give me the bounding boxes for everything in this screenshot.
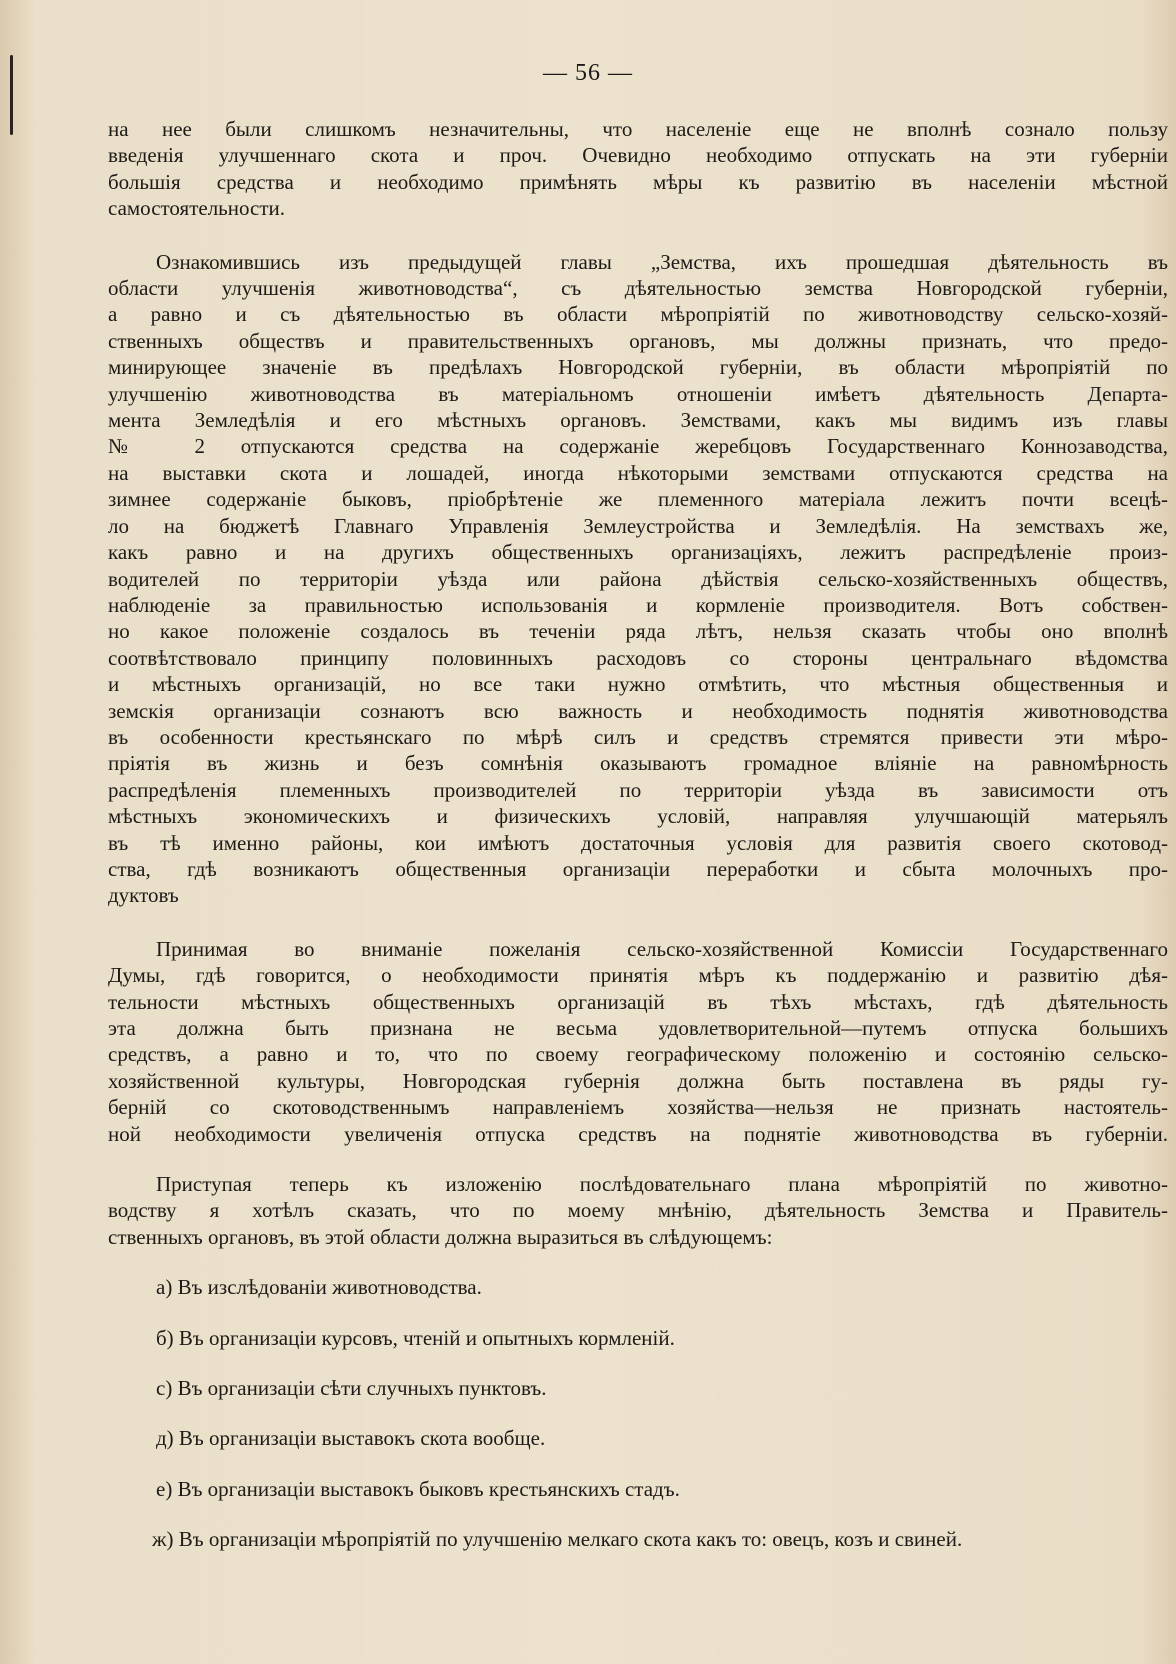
text-line: ственныхъ обществъ и правительственныхъ органовъ, мы должны признать, что предо- bbox=[108, 328, 1168, 353]
text-line: на нее были слишкомъ незначительны, что населеніе еще не вполнѣ сознало пользу bbox=[108, 117, 1168, 141]
text-line: Принимая во вниманіе пожеланія сельско-хозяйственной Комиссіи Государственнаго bbox=[156, 936, 1168, 961]
text-line: въ тѣ именно районы, кои имѣютъ достаточныя условія для развитія своего скотовод- bbox=[108, 830, 1168, 855]
document-body bbox=[108, 116, 1168, 1553]
text-line: пріятія въ жизнь и безъ сомнѣнія оказываютъ громадное вліяніе на равномѣрность bbox=[108, 751, 1168, 776]
paragraph-2 bbox=[108, 249, 1168, 909]
list-spacer bbox=[108, 1502, 1168, 1526]
text-line: ства, гдѣ возникаютъ общественныя организаціи переработки и сбыта молочныхъ про- bbox=[108, 856, 1168, 881]
paragraph-spacer bbox=[108, 1147, 1168, 1171]
paragraph-3 bbox=[108, 936, 1168, 1147]
text-line: введенія улучшеннаго скота и проч. Очевидно необходимо отпускать на эти губерніи bbox=[108, 143, 1168, 168]
text-line: Приступая теперь къ изложенію послѣдовательнаго плана мѣропріятій по животно- bbox=[156, 1172, 1168, 1197]
text-line: и мѣстныхъ организацій, но все таки нужно отмѣтить, что мѣстныя общественныя и bbox=[108, 672, 1168, 697]
paragraph-1 bbox=[108, 116, 1168, 222]
list-item: б) Въ организаціи курсовъ, чтеній и опытныхъ кормленій. bbox=[156, 1325, 675, 1350]
paragraph-spacer bbox=[108, 909, 1168, 936]
text-line: берній со скотоводственнымъ направленіемъ хозяйства—нельзя не признать настоятель- bbox=[108, 1095, 1168, 1120]
text-line: зимнее содержаніе быковъ, пріобрѣтеніе же племенного матеріала лежитъ почти всецѣ- bbox=[108, 487, 1168, 512]
text-line: ло на бюджетѣ Главнаго Управленія Землеустройства и Земледѣлія. На земствахъ же, bbox=[108, 513, 1168, 538]
paragraph-4 bbox=[108, 1171, 1168, 1250]
text-line: хозяйственной культуры, Новгородская губернія должна быть поставлена въ ряды гу- bbox=[108, 1068, 1168, 1093]
text-line: минирующее значеніе въ предѣлахъ Новгородской губерніи, въ области мѣропріятій по bbox=[108, 355, 1168, 380]
measures-list bbox=[108, 1274, 1168, 1552]
text-line: Думы, гдѣ говорится, о необходимости принятія мѣръ къ поддержанію и развитію дѣя- bbox=[108, 963, 1168, 988]
text-line: наблюденіе за правильностью использованія и кормленіе производителя. Вотъ собствен- bbox=[108, 592, 1168, 617]
text-line: мента Земледѣлія и его мѣстныхъ органовъ. Земствами, какъ мы видимъ изъ главы bbox=[108, 408, 1168, 433]
paragraph-spacer bbox=[108, 1250, 1168, 1274]
list-spacer bbox=[108, 1301, 1168, 1325]
text-line: ственныхъ органовъ, въ этой области должна выразиться въ слѣдующемъ: bbox=[108, 1224, 773, 1249]
text-line: земскія организаціи сознаютъ всю важность и необходимость поднятія животноводства bbox=[108, 698, 1168, 723]
text-line: Ознакомившись изъ предыдущей главы „Земства, ихъ прошедшая дѣятельность въ bbox=[156, 249, 1168, 274]
text-line: № 2 отпускаются средства на содержаніе жеребцовъ Государственнаго Коннозаводства, bbox=[108, 434, 1168, 459]
text-line: соотвѣтствовало принципу половинныхъ расходовъ со стороны центральнаго вѣдомства bbox=[108, 645, 1168, 670]
page-number: — 56 — bbox=[543, 60, 633, 86]
text-line: въ особенности крестьянскаго по мѣрѣ силъ и средствъ стремятся привести эти мѣро- bbox=[108, 724, 1168, 749]
text-line: тельности мѣстныхъ общественныхъ организацій въ тѣхъ мѣстахъ, гдѣ дѣятельность bbox=[108, 989, 1168, 1014]
list-spacer bbox=[108, 1401, 1168, 1425]
text-line: какъ равно и на другихъ общественныхъ организаціяхъ, лежитъ распредѣленіе произ- bbox=[108, 540, 1168, 565]
text-line: эта должна быть признана не весьма удовлетворительной—путемъ отпуска большихъ bbox=[108, 1016, 1168, 1040]
text-line: улучшенію животноводства въ матеріальномъ отношеніи имѣетъ дѣятельность Департа- bbox=[108, 381, 1168, 406]
list-item: а) Въ изслѣдованіи животноводства. bbox=[156, 1275, 482, 1300]
text-line: самостоятельности. bbox=[108, 196, 285, 221]
text-line: а равно и съ дѣятельностью въ области мѣропріятій по животноводству сельско-хозяй- bbox=[108, 302, 1168, 327]
text-line: водителей по территоріи уѣзда или района дѣйствія сельско-хозяйственныхъ обществъ, bbox=[108, 566, 1168, 591]
text-line: но какое положеніе создалось въ теченіи ряда лѣтъ, нельзя сказать чтобы оно вполнѣ bbox=[108, 619, 1168, 644]
text-line: области улучшенія животноводства“, съ дѣятельностью земства Новгородской губерніи, bbox=[108, 276, 1168, 301]
list-item: д) Въ организаціи выставокъ скота вообще. bbox=[156, 1426, 546, 1451]
text-line: водству я хотѣлъ сказать, что по моему мнѣнію, дѣятельность Земства и Правитель- bbox=[108, 1198, 1168, 1223]
text-line: распредѣленія племенныхъ производителей по территоріи уѣзда въ зависимости отъ bbox=[108, 777, 1168, 802]
text-line: мѣстныхъ экономическихъ и физическихъ условій, направляя улучшающій матерьялъ bbox=[108, 804, 1168, 829]
text-line: ной необходимости увеличенія отпуска средствъ на поднятіе животноводства въ губерніи. bbox=[108, 1121, 1168, 1146]
list-item: ж) Въ организаціи мѣропріятій по улучшенію мелкаго скота какъ то: овецъ, козъ и свиней. bbox=[152, 1527, 963, 1552]
list-item: с) Въ организаціи сѣти случныхъ пунктовъ. bbox=[156, 1376, 547, 1401]
list-spacer bbox=[108, 1452, 1168, 1476]
list-spacer bbox=[108, 1351, 1168, 1375]
text-line: дуктовъ bbox=[108, 883, 179, 908]
text-line: средствъ, а равно и то, что по своему географическому положенію и состоянію сельско- bbox=[108, 1042, 1168, 1067]
list-item: е) Въ организаціи выставокъ быковъ крестьянскихъ стадъ. bbox=[156, 1476, 680, 1501]
text-line: на выставки скота и лошадей, иногда нѣкоторыми земствами отпускаются средства на bbox=[108, 460, 1168, 485]
text-line: большія средства и необходимо примѣнять мѣры къ развитію въ населеніи мѣстной bbox=[108, 169, 1168, 194]
paragraph-spacer bbox=[108, 222, 1168, 249]
